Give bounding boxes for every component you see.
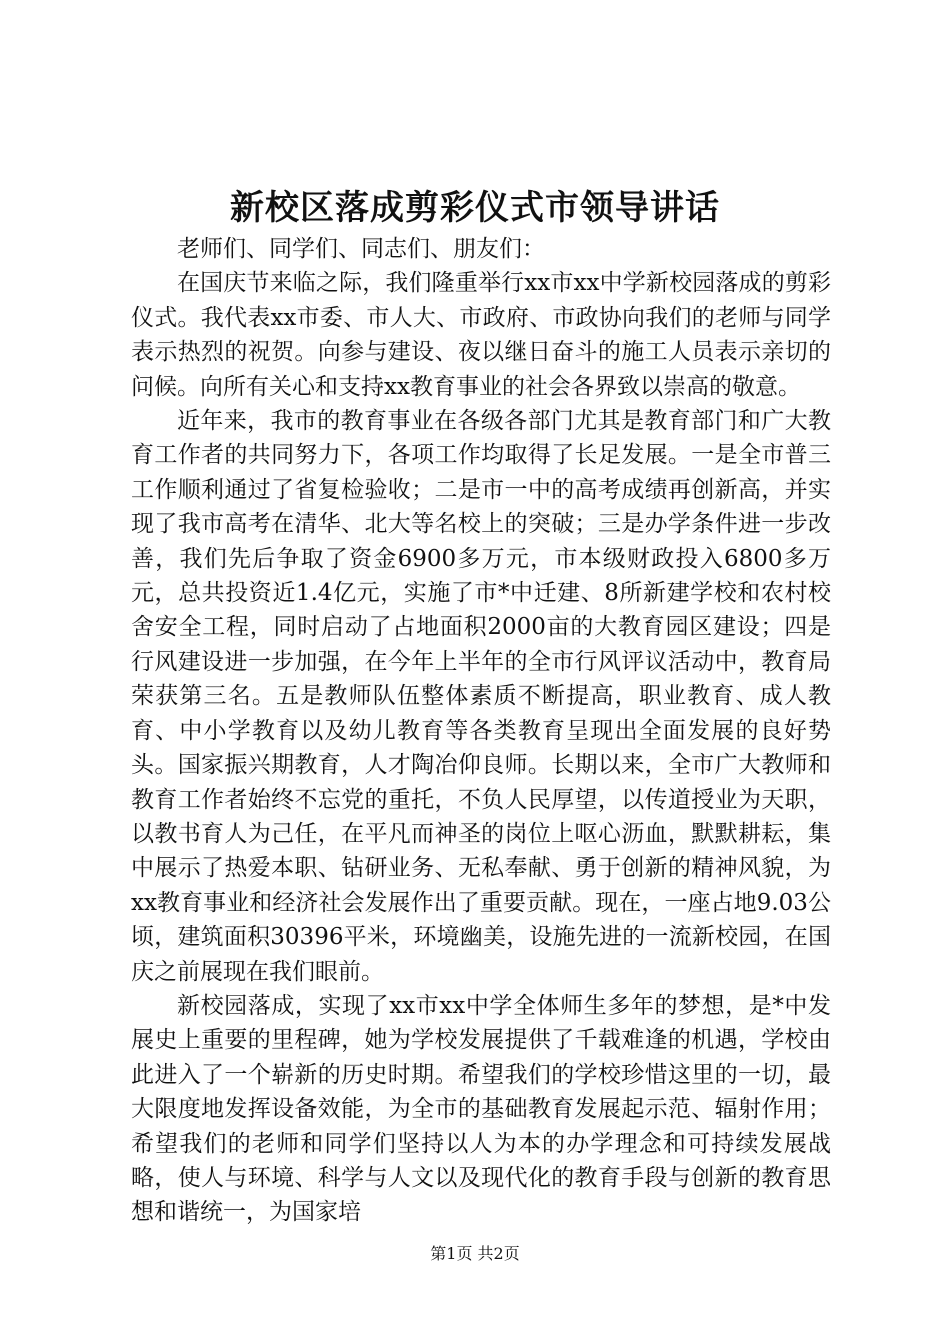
page-footer: 第1页 共2页	[430, 1244, 520, 1263]
document-body	[131, 232, 831, 1230]
salutation-paragraph: 老师们、同学们、同志们、朋友们：	[177, 236, 545, 262]
document-title: 新校区落成剪彩仪式市领导讲话	[230, 188, 720, 228]
body-paragraph: 近年来，我市的教育事业在各级各部门尤其是教育部门和广大教育工作者的共同努力下，各项工作均取得了长足发展。一是全市普三工作顺利通过了省复检验收；二是市一中的高考成绩再创新高，并实现了我市高考在清华、北大等名校上的突破；三是办学条件进一步改善，我们先后争取了资金6900多万元，市本级财政投入6800多万元，总共投资近1.4亿元，实施了市*中迁建、8所新建学校和农村校舍安全工程，同时启动了占地面积2000亩的大教育园区建设；四是行风建设进一步加强，在今年上半年的全市行风评议活动中，教育局荣获第三名。五是教师队伍整体素质不断提高，职业教育、成人教育、中小学教育以及幼儿教育等各类教育呈现出全面发展的良好势头。国家振兴期教育，人才陶冶仰良师。长期以来，全市广大教师和教育工作者始终不忘党的重托，不负人民厚望，以传道授业为天职，以教书育人为己任，在平凡而神圣的岗位上呕心沥血，默默耕耘，集中展示了热爱本职、钻研业务、无私奉献、勇于创新的精神风貌，为xx教育事业和经济社会发展作出了重要贡献。现在，一座占地9.03公顷，建筑面积30396平米，环境幽美，设施先进的一流新校园，在国庆之前展现在我们眼前。	[131, 408, 831, 985]
body-paragraph: 在国庆节来临之际，我们隆重举行xx市xx中学新校园落成的剪彩仪式。我代表xx市委、市人大、市政府、市政协向我们的老师与同学表示热烈的祝贺。向参与建设、夜以继日奋斗的施工人员表示亲切的问候。向所有关心和支持xx教育事业的社会各界致以崇高的敬意。	[131, 270, 831, 400]
body-paragraph: 新校园落成，实现了xx市xx中学全体师生多年的梦想，是*中发展史上重要的里程碑，她为学校发展提供了千载难逢的机遇，学校由此进入了一个崭新的历史时期。希望我们的学校珍惜这里的一切，最大限度地发挥设备效能，为全市的基础教育发展起示范、辐射作用；希望我们的老师和同学们坚持以人为本的办学理念和可持续发展战略，使人与环境、科学与人文以及现代化的教育手段与创新的教育思想和谐统一，为国家培	[131, 992, 831, 1226]
